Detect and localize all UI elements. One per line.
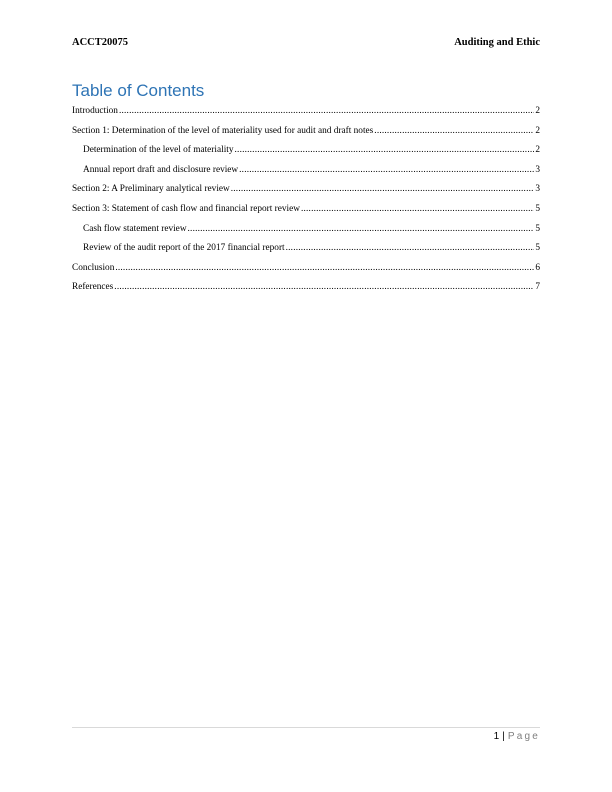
footer-page-label: Page (507, 731, 540, 742)
toc-entry[interactable] (72, 163, 540, 183)
toc-dot-leader (239, 163, 534, 177)
toc-entry-label: Section 2: A Preliminary analytical review (72, 184, 230, 195)
toc-entry-page: 3 (535, 184, 540, 195)
footer-divider (72, 727, 540, 728)
toc-dot-leader (188, 222, 535, 236)
toc-entry[interactable] (72, 143, 540, 163)
toc-entry-page: 2 (535, 145, 540, 156)
toc-dot-leader (286, 241, 535, 255)
toc-entry-label: Review of the audit report of the 2017 financial report (83, 243, 285, 254)
toc-entry-label: Section 3: Statement of cash flow and financial report review (72, 203, 300, 214)
toc-entry-page: 6 (535, 262, 540, 273)
toc-entry-page: 5 (535, 223, 540, 234)
toc-entry[interactable] (72, 280, 540, 300)
toc-entry-label: Section 1: Determination of the level of materiality used for audit and draft notes (72, 125, 374, 136)
toc-title: Table of Contents (72, 81, 205, 100)
footer-page-number: 1 (493, 731, 500, 742)
page-header (72, 37, 540, 51)
toc-dot-leader (235, 143, 535, 157)
toc-entry[interactable] (72, 202, 540, 222)
toc-dot-leader (114, 280, 534, 294)
toc-entry-label: Introduction (72, 106, 118, 116)
toc-entry-label: Conclusion (72, 262, 115, 273)
toc-entry-page: 2 (535, 125, 540, 136)
toc-entry-label: References (72, 282, 114, 293)
toc-entry-page: 5 (535, 203, 540, 214)
toc-entry-label: Annual report draft and disclosure review (83, 164, 239, 175)
toc-entry[interactable] (72, 261, 540, 281)
toc-entry[interactable] (72, 182, 540, 202)
toc-entry[interactable] (72, 104, 540, 124)
page-footer (494, 731, 540, 742)
toc-dot-leader (119, 104, 534, 118)
toc-entry-label: Determination of the level of materiality (83, 145, 234, 156)
toc-entry-page: 3 (535, 164, 540, 175)
toc-entry-page: 7 (535, 282, 540, 293)
toc-entry[interactable] (72, 124, 540, 144)
toc-entry[interactable] (72, 241, 540, 261)
table-of-contents (72, 104, 540, 300)
header-course-title: Auditing and Ethic (454, 37, 540, 48)
toc-dot-leader (115, 261, 534, 275)
header-course-code: ACCT20075 (72, 37, 129, 48)
toc-entry[interactable] (72, 222, 540, 242)
toc-entry-label: Cash flow statement review (83, 223, 187, 234)
footer-separator: | (502, 731, 505, 742)
toc-dot-leader (301, 202, 534, 216)
toc-dot-leader (374, 124, 534, 138)
toc-entry-page: 2 (535, 106, 540, 116)
toc-entry-page: 5 (535, 243, 540, 254)
toc-dot-leader (231, 182, 535, 196)
